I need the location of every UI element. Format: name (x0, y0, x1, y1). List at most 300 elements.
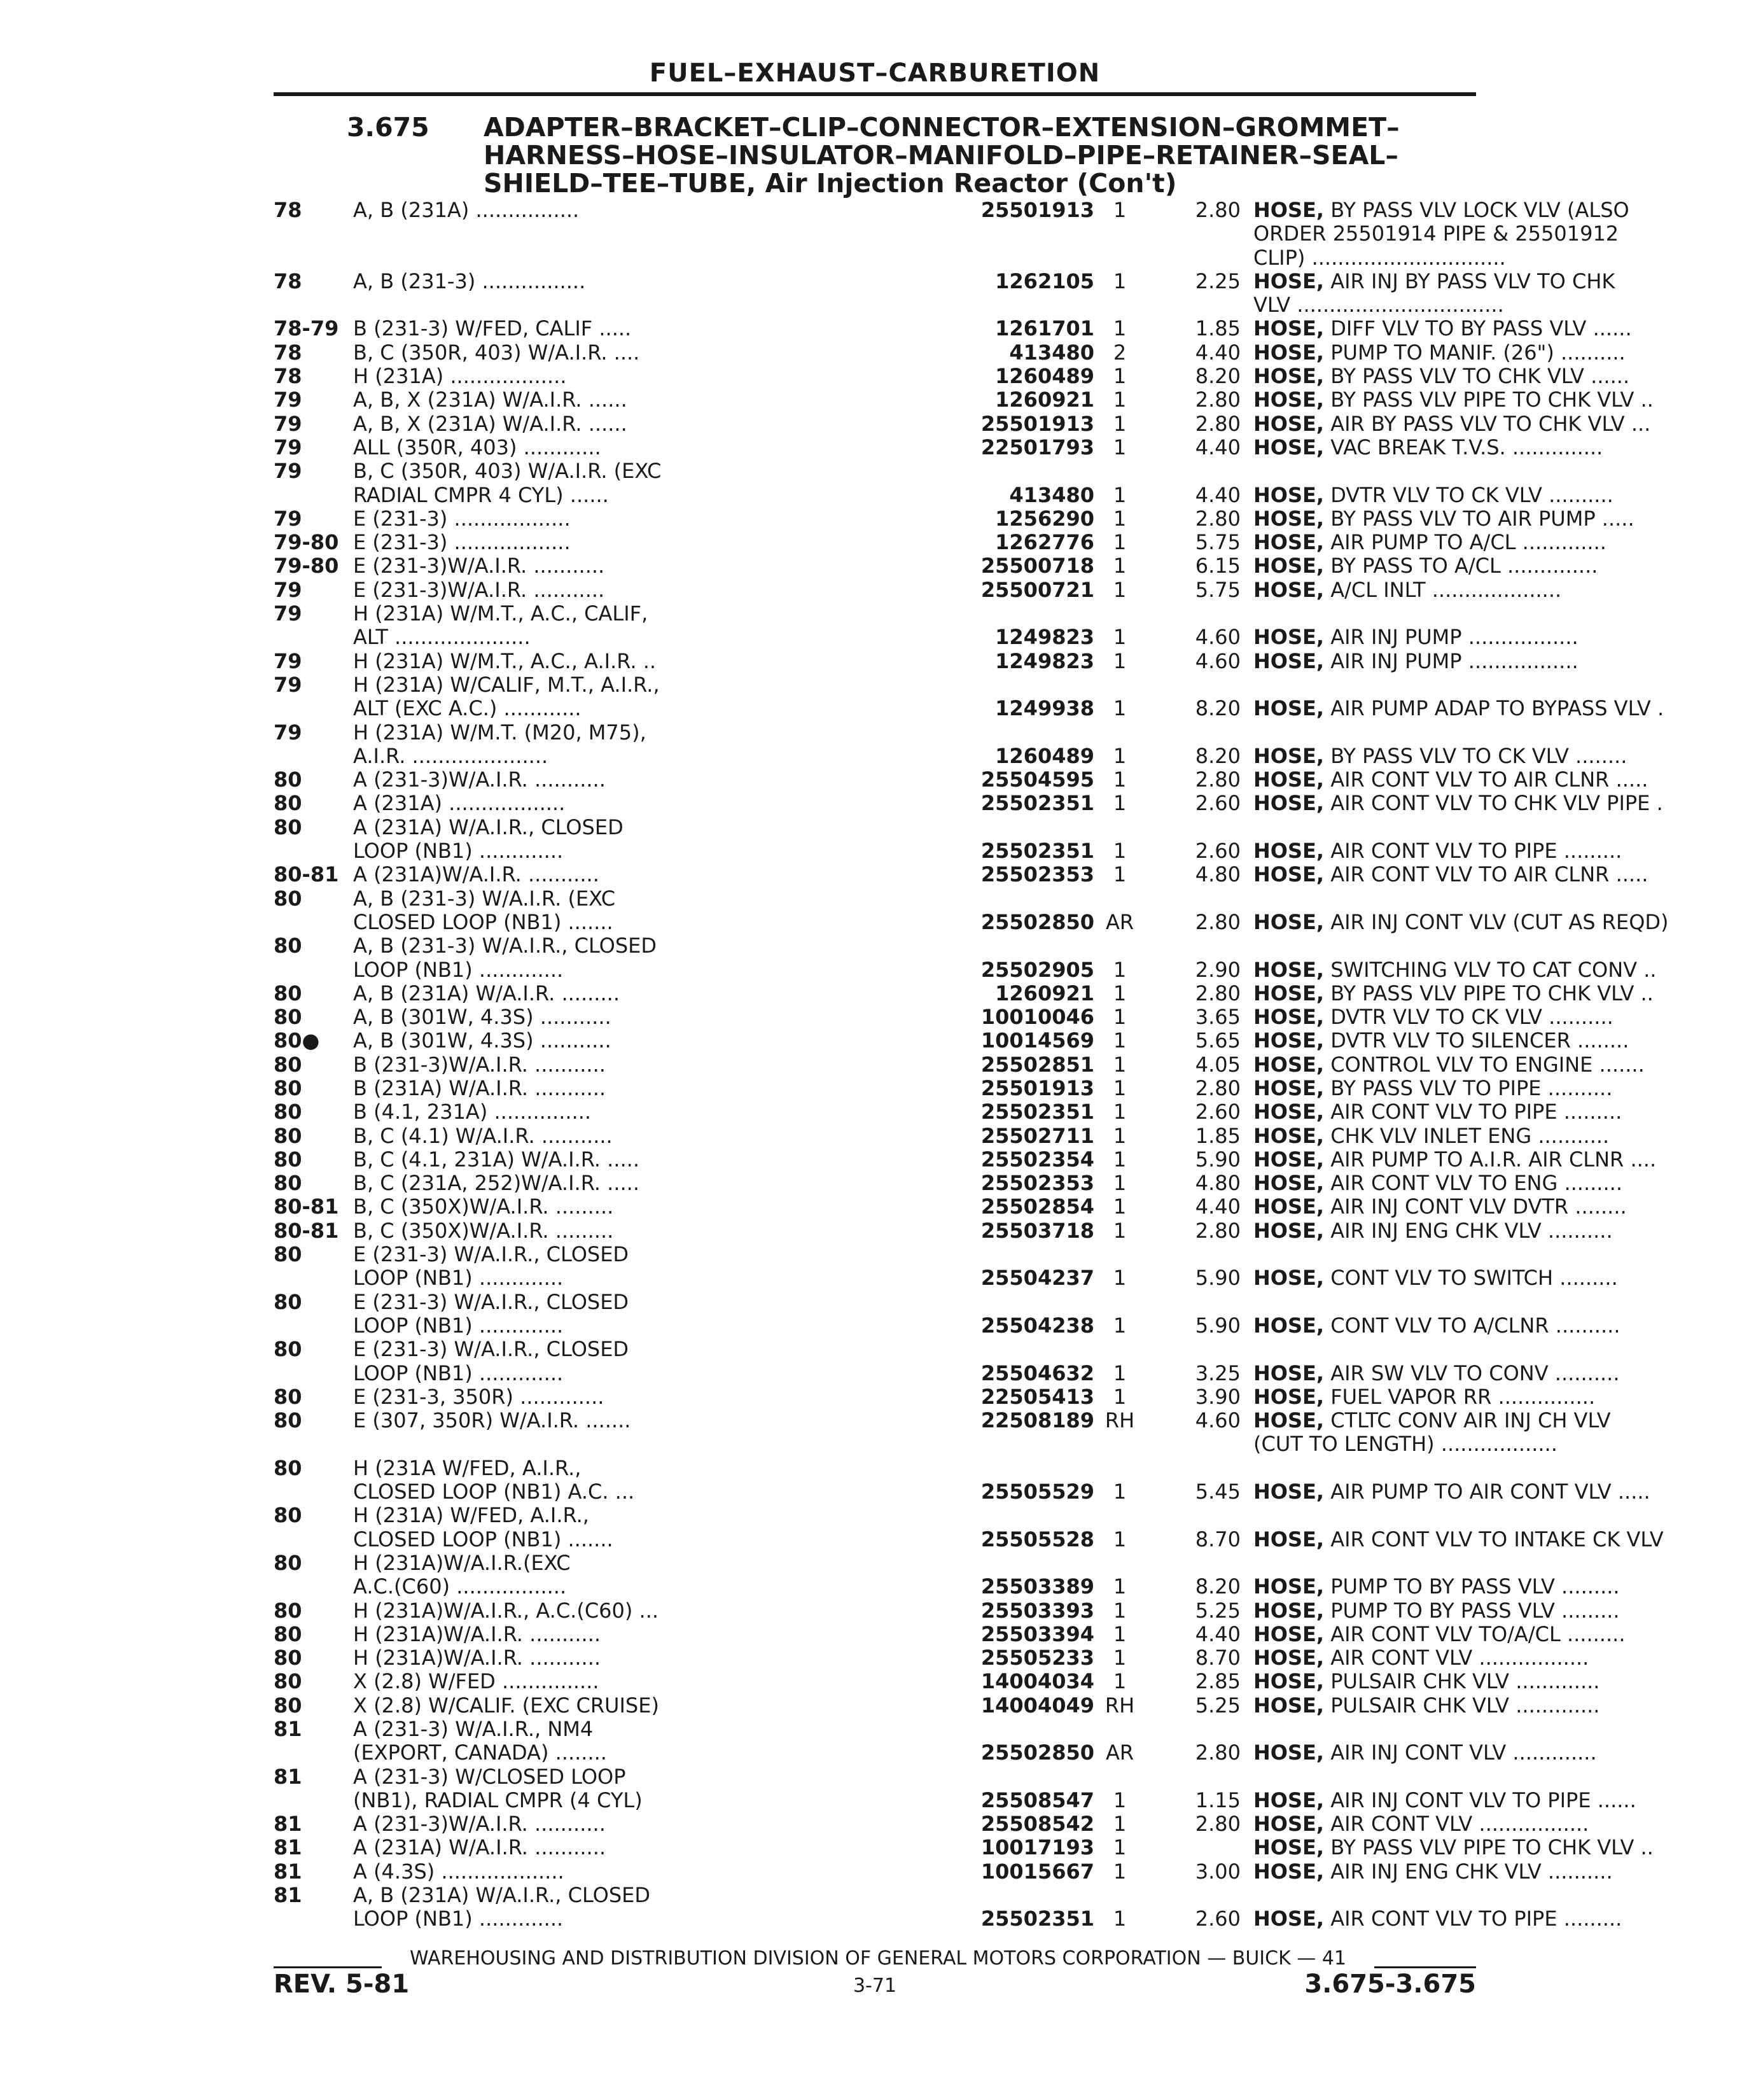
description-keyword: HOSE, (1253, 648, 1325, 673)
table-row (274, 435, 1603, 459)
table-row (274, 198, 1629, 270)
model-year: 80 (274, 791, 302, 816)
price: 4.60 (1195, 648, 1241, 673)
application: H (231A)W/A.I.R.(EXC A.C.(C60) ................. (353, 1550, 571, 1599)
quantity: 1 (1113, 269, 1127, 293)
part-number: 25500718 (980, 554, 1094, 578)
description-keyword: HOSE, (1253, 269, 1325, 293)
table-row (274, 1100, 1622, 1124)
model-year: 79 (274, 648, 302, 673)
model-year: 80 (274, 1005, 302, 1030)
part-number: 25502711 (980, 1123, 1094, 1148)
model-year: 80 (274, 1550, 302, 1575)
application: ALL (350R, 403) ............ (353, 435, 601, 459)
description-keyword: HOSE, (1253, 1527, 1325, 1551)
table-row (274, 340, 1626, 365)
description-text: AIR SW VLV TO CONV .......... (1324, 1361, 1620, 1385)
model-year: 80 (274, 1384, 302, 1409)
price: 5.75 (1195, 577, 1241, 602)
description-keyword: HOSE, (1253, 1361, 1325, 1385)
price: 2.60 (1195, 791, 1241, 816)
description-text: AIR INJ ENG CHK VLV .......... (1324, 1859, 1613, 1884)
part-number: 25502353 (980, 1171, 1094, 1196)
model-year: 80-81 (274, 862, 339, 887)
application: E (231-3)W/A.I.R. ........... (353, 554, 605, 578)
table-row (274, 1194, 1627, 1219)
price: 8.20 (1195, 364, 1241, 389)
quantity: 1 (1113, 1384, 1127, 1409)
description (1253, 1670, 1756, 1693)
description-text: AIR PUMP TO A.I.R. AIR CLNR .... (1324, 1147, 1657, 1172)
quantity: 1 (1113, 1669, 1127, 1694)
footer-rule-left (274, 1966, 382, 1968)
application: B, C (4.1, 231A) W/A.I.R. ..... (353, 1147, 639, 1172)
model-year: 81 (274, 1835, 302, 1860)
part-number: 25505233 (980, 1646, 1094, 1670)
application: H (231A) W/CALIF, M.T., A.I.R., ALT (EXC A.C.) ............ (353, 672, 660, 721)
description-keyword: HOSE, (1253, 1788, 1325, 1812)
description-text: AIR CONT VLV ................. (1324, 1646, 1589, 1670)
footer-rule-right (1374, 1966, 1476, 1968)
description-text: BY PASS VLV PIPE TO CHK VLV .. (1324, 981, 1654, 1005)
application: X (2.8) W/CALIF. (EXC CRUISE) (353, 1693, 659, 1718)
part-number: 25505528 (980, 1527, 1094, 1551)
description (1253, 1741, 1756, 1765)
quantity: 1 (1113, 435, 1127, 459)
table-row (274, 1005, 1613, 1030)
application: E (231-3) .................. (353, 530, 571, 555)
table-row (274, 411, 1651, 436)
application: A (231-3)W/A.I.R. ........... (353, 767, 606, 792)
part-number: 25504237 (980, 1266, 1094, 1291)
application: A (231-3)W/A.I.R. ........... (353, 1812, 606, 1837)
quantity: 1 (1113, 1835, 1127, 1860)
table-row (274, 1503, 1664, 1551)
description-keyword: HOSE, (1253, 1384, 1325, 1409)
price: 2.90 (1195, 957, 1241, 982)
application: H (231A)W/A.I.R. ........... (353, 1646, 601, 1670)
model-year: 80 (274, 1171, 302, 1196)
description (1253, 507, 1756, 531)
description-keyword: HOSE, (1253, 554, 1325, 578)
application: B (4.1, 231A) ............... (353, 1100, 592, 1124)
description-text: AIR CONT VLV TO PIPE ......... (1324, 839, 1622, 864)
description-text: AIR INJ PUMP ................. (1324, 648, 1578, 673)
application: A (231A)W/A.I.R. ........... (353, 862, 599, 887)
description-keyword: HOSE, (1253, 1646, 1325, 1670)
part-number: 1260489 (995, 743, 1094, 768)
part-number: 1256290 (995, 506, 1094, 531)
model-year: 80 (274, 1337, 302, 1362)
description-keyword: HOSE, (1253, 198, 1325, 222)
quantity: 1 (1113, 1123, 1127, 1148)
description (1253, 365, 1756, 388)
model-year: 78 (274, 269, 302, 293)
quantity: 1 (1113, 554, 1127, 578)
model-year: 79-80 (274, 530, 339, 555)
price: 8.70 (1195, 1646, 1241, 1670)
price: 5.65 (1195, 1028, 1241, 1053)
description-keyword: HOSE, (1253, 1812, 1325, 1837)
application: A, B (301W, 4.3S) ........... (353, 1005, 611, 1030)
part-number: 1260489 (995, 364, 1094, 389)
description (1253, 1029, 1756, 1053)
description (1253, 650, 1756, 673)
model-year: 80 (274, 1646, 302, 1670)
model-year: 80 (274, 1408, 302, 1433)
description-text: CTLTC CONV AIR INJ CH VLV (CUT TO LENGTH) .................. (1253, 1408, 1611, 1457)
price: 4.40 (1195, 435, 1241, 459)
price: 2.25 (1195, 269, 1241, 293)
table-row (274, 1337, 1620, 1385)
description-text: AIR CONT VLV ................. (1324, 1812, 1589, 1837)
price: 4.40 (1195, 1621, 1241, 1646)
description (1253, 1172, 1756, 1195)
part-number: 25505529 (980, 1480, 1094, 1504)
application: B, C (350X)W/A.I.R. ......... (353, 1218, 614, 1243)
application: H (231A) W/M.T., A.C., CALIF, ALT ..................... (353, 601, 648, 650)
description-keyword: HOSE, (1253, 1621, 1325, 1646)
description-text: AIR CONT VLV TO INTAKE CK VLV (1324, 1527, 1664, 1551)
section-title: ADAPTER–BRACKET–CLIP–CONNECTOR–EXTENSION–GROMMET– HARNESS–HOSE–INSULATOR–MANIFOLD–PIPE–RETAINER–SEAL– SHIELD–TEE–TUBE, Air Injection Reactor (Con't) (484, 112, 1400, 199)
description-text: AIR CONT VLV TO PIPE ......... (1324, 1907, 1622, 1931)
description (1253, 1362, 1756, 1385)
application: B (231-3)W/A.I.R. ........... (353, 1052, 606, 1077)
model-year: 80 (274, 1123, 302, 1148)
table-row (274, 530, 1606, 555)
description-text: AIR INJ BY PASS VLV TO CHK VLV ................................ (1253, 269, 1615, 318)
description-keyword: HOSE, (1253, 981, 1325, 1005)
price: 8.20 (1195, 743, 1241, 768)
model-year: 79 (274, 435, 302, 459)
quantity: 1 (1113, 1266, 1127, 1291)
price: 4.40 (1195, 1194, 1241, 1219)
quantity: 1 (1113, 957, 1127, 982)
model-year: 81 (274, 1859, 302, 1884)
part-number: 10015667 (980, 1859, 1094, 1884)
description-keyword: HOSE, (1253, 791, 1325, 816)
quantity: RH (1104, 1693, 1135, 1718)
price: 5.25 (1195, 1693, 1241, 1718)
description (1253, 1266, 1756, 1290)
description (1253, 1789, 1756, 1812)
part-number: 25502351 (980, 791, 1094, 816)
part-number: 1262105 (995, 269, 1094, 293)
application: B, C (231A, 252)W/A.I.R. ..... (353, 1171, 639, 1196)
part-number: 14004034 (980, 1669, 1094, 1694)
application: H (231A) .................. (353, 364, 567, 389)
description-text: AIR CONT VLV TO ENG ......... (1324, 1171, 1622, 1196)
description (1253, 436, 1756, 459)
application: E (231-3) .................. (353, 506, 571, 531)
description-keyword: HOSE, (1253, 1859, 1325, 1884)
application: A, B, X (231A) W/A.I.R. ...... (353, 388, 627, 412)
model-year: 80 (274, 934, 302, 958)
description-text: DIFF VLV TO BY PASS VLV ...... (1324, 316, 1632, 341)
part-number: 25502351 (980, 1100, 1094, 1124)
quantity: AR (1105, 909, 1134, 934)
description (1253, 1005, 1756, 1029)
table-row (274, 1717, 1597, 1765)
description-keyword: HOSE, (1253, 1100, 1325, 1124)
application: A (231A) .................. (353, 791, 566, 816)
model-year: 80 (274, 981, 302, 1005)
price: 2.85 (1195, 1669, 1241, 1694)
application: E (231-3) W/A.I.R., CLOSED LOOP (NB1) ............. (353, 1242, 629, 1291)
table-row (274, 1669, 1600, 1694)
price: 2.60 (1195, 1100, 1241, 1124)
part-number: 22508189 (980, 1408, 1094, 1433)
part-number: 1260921 (995, 981, 1094, 1005)
description-keyword: HOSE, (1253, 1835, 1325, 1860)
quantity: 2 (1113, 340, 1127, 365)
model-year: 80 (274, 1455, 302, 1480)
description-keyword: HOSE, (1253, 506, 1325, 531)
table-row (274, 1550, 1620, 1599)
model-year: 80 (274, 1598, 302, 1623)
description-keyword: HOSE, (1253, 957, 1325, 982)
part-number: 25502851 (980, 1052, 1094, 1077)
description-keyword: HOSE, (1253, 1218, 1325, 1243)
part-number: 1249823 (995, 648, 1094, 673)
description (1253, 412, 1756, 436)
description-text: A/CL INLT .................... (1324, 577, 1562, 602)
table-row (274, 364, 1630, 389)
model-year: 79 (274, 411, 302, 436)
application: H (231A)W/A.I.R. ........... (353, 1621, 601, 1646)
table-row (274, 459, 1613, 507)
description-keyword: HOSE, (1253, 1693, 1325, 1718)
description-text: VAC BREAK T.V.S. .............. (1324, 435, 1603, 459)
description-text: PULSAIR CHK VLV ............. (1324, 1669, 1600, 1694)
part-number: 1261701 (995, 316, 1094, 341)
table-row (274, 1123, 1610, 1148)
description (1253, 199, 1756, 270)
price: 5.90 (1195, 1266, 1241, 1291)
model-year: 80 (274, 1052, 302, 1077)
part-number: 25500721 (980, 577, 1094, 602)
price: 5.90 (1195, 1147, 1241, 1172)
application: A, B (231-3) ................ (353, 269, 586, 293)
part-number: 14004049 (980, 1693, 1094, 1718)
description-keyword: HOSE, (1253, 1194, 1325, 1219)
table-row (274, 1764, 1636, 1813)
description-keyword: HOSE, (1253, 1598, 1325, 1623)
description-text: BY PASS VLV PIPE TO CHK VLV .. (1324, 1835, 1654, 1860)
price: 8.20 (1195, 696, 1241, 721)
price: 1.15 (1195, 1788, 1241, 1812)
part-number: 25501913 (980, 411, 1094, 436)
description (1253, 1836, 1756, 1859)
description-keyword: HOSE, (1253, 316, 1325, 341)
table-row (274, 1289, 1620, 1338)
description-keyword: HOSE, (1253, 1171, 1325, 1196)
description (1253, 1409, 1756, 1457)
model-year: 79 (274, 672, 302, 697)
quantity: 1 (1113, 1028, 1127, 1053)
quantity: 1 (1113, 1218, 1127, 1243)
description (1253, 388, 1756, 412)
description-keyword: HOSE, (1253, 435, 1325, 459)
page-number: 3-71 (853, 1975, 897, 1997)
quantity: 1 (1113, 1313, 1127, 1338)
part-number: 25502854 (980, 1194, 1094, 1219)
description (1253, 1219, 1756, 1243)
table-row (274, 791, 1663, 816)
part-number: 22501793 (980, 435, 1094, 459)
table-row (274, 1812, 1589, 1837)
table-row (274, 1052, 1645, 1077)
description-keyword: HOSE, (1253, 1408, 1325, 1433)
quantity: 1 (1113, 411, 1127, 436)
price: 2.80 (1195, 1740, 1241, 1765)
table-row (274, 1859, 1613, 1884)
part-number: 1260921 (995, 388, 1094, 412)
section-number: 3.675 (347, 112, 429, 143)
model-year: 81 (274, 1883, 302, 1908)
table-row (274, 1384, 1596, 1409)
table-row (274, 1455, 1650, 1504)
model-year: 80 (274, 1669, 302, 1694)
description (1253, 839, 1756, 863)
description (1253, 1623, 1756, 1646)
description-text: AIR INJ CONT VLV (CUT AS REQD) (1324, 909, 1669, 934)
model-year: 80-81 (274, 1218, 339, 1243)
description-text: AIR CONT VLV TO CHK VLV PIPE . (1324, 791, 1663, 816)
application: B, C (350R, 403) W/A.I.R. (EXC RADIAL CMPR 4 CYL) ...... (353, 459, 662, 507)
application: B, C (350R, 403) W/A.I.R. .... (353, 340, 640, 365)
description-text: AIR INJ CONT VLV ............. (1324, 1740, 1597, 1765)
price: 2.80 (1195, 388, 1241, 412)
description (1253, 1907, 1756, 1931)
price: 5.75 (1195, 530, 1241, 555)
model-year: 80 (274, 1147, 302, 1172)
price: 4.40 (1195, 340, 1241, 365)
description-text: CONT VLV TO SWITCH ......... (1324, 1266, 1618, 1291)
price: 2.60 (1195, 839, 1241, 864)
table-row (274, 1835, 1654, 1860)
application: H (231A) W/M.T., A.C., A.I.R. .. (353, 648, 657, 673)
model-year: 80 (274, 1242, 302, 1267)
description-text: PUMP TO BY PASS VLV ......... (1324, 1598, 1620, 1623)
description (1253, 1694, 1756, 1718)
application: A, B (231A) W/A.I.R. ......... (353, 981, 620, 1005)
quantity: 1 (1113, 1480, 1127, 1504)
model-year: 80● (274, 1028, 320, 1053)
application: A, B, X (231A) W/A.I.R. ...... (353, 411, 627, 436)
application: E (307, 350R) W/A.I.R. ....... (353, 1408, 631, 1433)
model-year: 81 (274, 1812, 302, 1837)
quantity: 1 (1113, 1598, 1127, 1623)
part-number: 25503393 (980, 1598, 1094, 1623)
price: 2.80 (1195, 198, 1241, 222)
description-keyword: HOSE, (1253, 909, 1325, 934)
table-row (274, 1218, 1613, 1243)
price: 2.80 (1195, 909, 1241, 934)
part-number: 25508547 (980, 1788, 1094, 1812)
part-number: 25503718 (980, 1218, 1094, 1243)
part-number: 413480 (1009, 482, 1094, 507)
model-year: 81 (274, 1764, 302, 1789)
description (1253, 341, 1756, 365)
description (1253, 1812, 1756, 1836)
model-year: 80 (274, 815, 302, 839)
description-keyword: HOSE, (1253, 388, 1325, 412)
price: 5.90 (1195, 1313, 1241, 1338)
application: E (231-3, 350R) ............. (353, 1384, 604, 1409)
quantity: AR (1105, 1740, 1134, 1765)
price: 4.60 (1195, 1408, 1241, 1433)
description (1253, 554, 1756, 578)
table-row (274, 554, 1598, 578)
quantity: 1 (1113, 1075, 1127, 1100)
quantity: 1 (1113, 839, 1127, 864)
application: A (231A) W/A.I.R., CLOSED LOOP (NB1) ............. (353, 815, 624, 864)
application: A, B (231A) W/A.I.R., CLOSED LOOP (NB1) ............. (353, 1883, 650, 1931)
application: E (231-3) W/A.I.R., CLOSED LOOP (NB1) ............. (353, 1289, 629, 1338)
description-text: BY PASS VLV TO AIR PUMP ..... (1324, 506, 1634, 531)
description-keyword: HOSE, (1253, 743, 1325, 768)
description-text: AIR PUMP ADAP TO BYPASS VLV . (1324, 696, 1664, 721)
description-text: CONTROL VLV TO ENGINE ....... (1324, 1052, 1645, 1077)
table-row (274, 388, 1654, 412)
quantity: 1 (1113, 625, 1127, 650)
parts-list (274, 198, 1669, 1931)
quantity: 1 (1113, 1859, 1127, 1884)
description (1253, 1480, 1756, 1504)
description (1253, 1575, 1756, 1599)
quantity: 1 (1113, 791, 1127, 816)
application: A, B (231-3) W/A.I.R. (EXC CLOSED LOOP (NB1) ....... (353, 886, 616, 934)
description (1253, 1148, 1756, 1172)
quantity: 1 (1113, 1194, 1127, 1219)
part-number: 25503389 (980, 1574, 1094, 1599)
part-number: 413480 (1009, 340, 1094, 365)
table-row (274, 506, 1634, 531)
part-number: 25503394 (980, 1621, 1094, 1646)
section-range: 3.675-3.675 (1304, 1970, 1476, 1999)
table-row (274, 1598, 1620, 1623)
description-text: BY PASS VLV TO PIPE .......... (1324, 1075, 1613, 1100)
application: A (231-3) W/A.I.R., NM4 (EXPORT, CANADA) ........ (353, 1717, 607, 1765)
part-number: 1262776 (995, 530, 1094, 555)
model-year: 78-79 (274, 316, 339, 341)
description (1253, 1646, 1756, 1670)
description (1253, 317, 1756, 340)
table-row (274, 1646, 1589, 1670)
price: 2.80 (1195, 1075, 1241, 1100)
quantity: 1 (1113, 696, 1127, 721)
model-year: 79 (274, 601, 302, 626)
part-number: 10010046 (980, 1005, 1094, 1030)
description (1253, 768, 1756, 792)
table-row (274, 815, 1622, 864)
table-row (274, 981, 1654, 1005)
part-number: 25508542 (980, 1812, 1094, 1837)
description-keyword: HOSE, (1253, 625, 1325, 650)
quantity: 1 (1113, 506, 1127, 531)
quantity: 1 (1113, 1147, 1127, 1172)
table-row (274, 577, 1562, 602)
table-row (274, 648, 1578, 673)
quantity: 1 (1113, 1574, 1127, 1599)
description-text: AIR CONT VLV TO/A/CL ......... (1324, 1621, 1626, 1646)
model-year: 80-81 (274, 1194, 339, 1219)
description-keyword: HOSE, (1253, 364, 1325, 389)
description (1253, 1528, 1756, 1551)
revision-label: REV. 5-81 (274, 1970, 410, 1999)
description-keyword: HOSE, (1253, 340, 1325, 365)
